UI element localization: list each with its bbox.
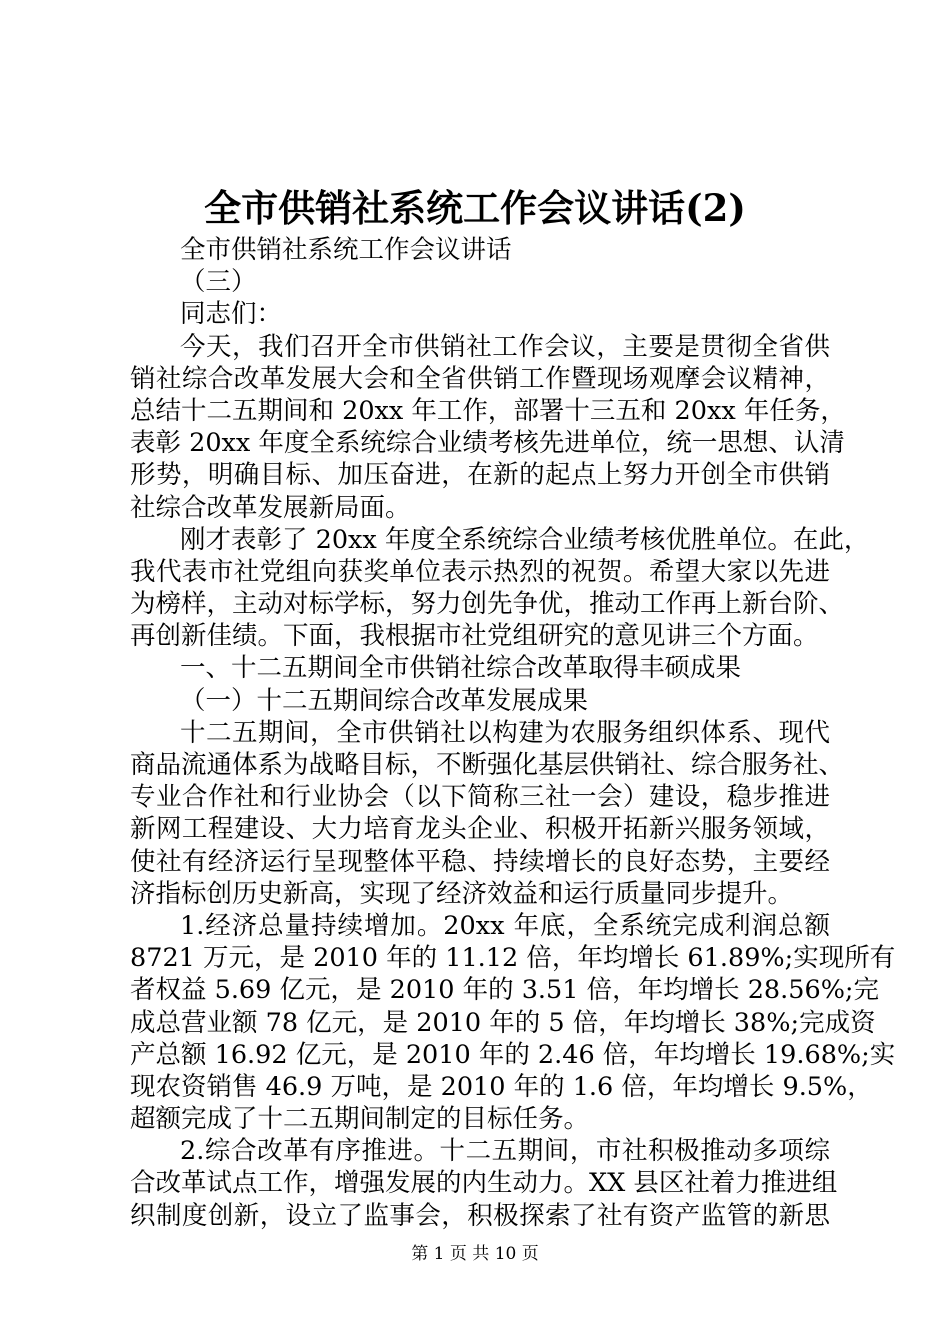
text-line: （一）十二五期间综合改革发展成果: [180, 685, 589, 716]
text-line: （三）: [180, 267, 257, 298]
text-line: 我代表市社党组向获奖单位表示热烈的祝贺。希望大家以先进: [130, 556, 830, 587]
text-line: 一、十二五期间全市供销社综合改革取得丰硕成果: [180, 653, 742, 684]
text-line: 合改革试点工作，增强发展的内生动力。XX 县区社着力推进组: [130, 1168, 838, 1199]
text-line: 者权益 5.69 亿元，是 2010 年的 3.51 倍，年均增长 28.56%;完: [130, 975, 880, 1006]
text-line: 济指标创历史新高，实现了经济效益和运行质量同步提升。: [130, 878, 794, 909]
text-line: 社综合改革发展新局面。: [130, 492, 411, 523]
text-line: 全市供销社系统工作会议讲话: [180, 235, 512, 265]
text-line: 1.经济总量持续增加。20xx 年底，全系统完成利润总额: [180, 910, 830, 941]
text-line: 总结十二五期间和 20xx 年工作，部署十三五和 20xx 年任务，: [130, 395, 846, 426]
text-line: 超额完成了十二五期间制定的目标任务。: [130, 1104, 590, 1135]
text-line: 成总营业额 78 亿元，是 2010 年的 5 倍，年均增长 38%;完成资: [130, 1007, 876, 1038]
text-line: 2.综合改革有序推进。十二五期间，市社积极推动多项综: [180, 1136, 830, 1167]
text-line: 8721 万元，是 2010 年的 11.12 倍，年均增长 61.89%;实现所有: [130, 943, 896, 974]
text-line: 现农资销售 46.9 万吨，是 2010 年的 1.6 倍，年均增长 9.5%，: [130, 1071, 873, 1102]
text-line: 形势，明确目标、加压奋进，在新的起点上努力开创全市供销: [130, 460, 830, 491]
text-line: 再创新佳绩。下面，我根据市社党组研究的意见讲三个方面。: [130, 621, 819, 652]
text-line: 销社综合改革发展大会和全省供销工作暨现场观摩会议精神，: [130, 363, 830, 394]
text-line: 同志们：: [180, 299, 283, 330]
document-title: 全市供销社系统工作会议讲话(2): [204, 186, 746, 230]
text-line: 新网工程建设、大力培育龙头企业、积极开拓新兴服务领域，: [130, 814, 830, 845]
text-line: 刚才表彰了 20xx 年度全系统综合业绩考核优胜单位。在此，: [180, 524, 870, 555]
text-line: 专业合作社和行业协会（以下简称三社一会）建设，稳步推进: [130, 782, 830, 813]
page-footer: 第 1 页 共 10 页: [411, 1244, 539, 1264]
text-line: 产总额 16.92 亿元，是 2010 年的 2.46 倍，年均增长 19.68%;实: [130, 1039, 896, 1070]
text-line: 织制度创新，设立了监事会，积极探索了社有资产监管的新思: [130, 1200, 830, 1231]
document-body: [130, 234, 896, 1232]
text-line: 为榜样，主动对标学标，努力创先争优，推动工作再上新台阶、: [130, 589, 845, 620]
text-line: 表彰 20xx 年度全系统综合业绩考核先进单位，统一思想、认清: [130, 428, 845, 459]
text-line: 十二五期间，全市供销社以构建为农服务组织体系、现代: [180, 717, 830, 748]
text-line: 商品流通体系为战略目标，不断强化基层供销社、综合服务社、: [130, 750, 845, 780]
text-line: 使社有经济运行呈现整体平稳、持续增长的良好态势，主要经: [130, 846, 830, 877]
text-line: 今天，我们召开全市供销社工作会议，主要是贯彻全省供: [180, 331, 830, 362]
